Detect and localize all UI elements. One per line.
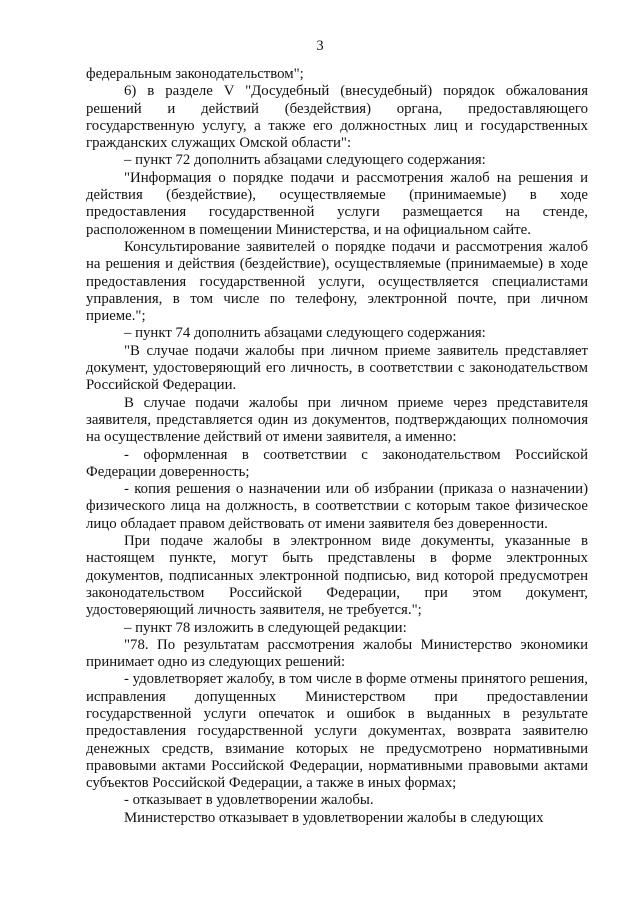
paragraph-point-72: – пункт 72 дополнить абзацами следующего содержания: <box>124 152 486 169</box>
document-body <box>86 66 588 827</box>
paragraph-federal-law: федеральным законодательством"; <box>86 66 304 82</box>
list-item-appointment-decision: - копия решения о назначении или об избрании (приказа о назначении) физического лица на должность, в соответствии с которым такое физическое лицо обладает правом действовать от имени заявителя без доверенности. <box>86 481 588 532</box>
paragraph-complaint-info: "Информация о порядке подачи и рассмотрения жалоб на решения и действия (бездействие), осуществляемые (принимаемые) в ходе предоставления государственной услуги размещается на стенде, расположенном в помещении Министерства, и на официальном сайте. <box>86 169 588 238</box>
page-number: 3 <box>316 38 324 54</box>
list-item-satisfies-complaint: - удовлетворяет жалобу, в том числе в форме отмены принятого решения, исправления допущенных Министерством при предоставлении государственной услуги опечаток и ошибок в выданных в результате предоставления государственной услуги документах, возврата заявителю денежных средств, взимание которых не предусмотрено нормативными правовыми актами Российской Федерации, нормативными правовыми актами субъектов Российской Федерации, а также в иных формах; <box>86 671 588 792</box>
list-item-refuses-complaint: - отказывает в удовлетворении жалобы. <box>124 792 374 809</box>
paragraph-point-78-text: "78. По результатам рассмотрения жалобы Министерство экономики принимает одно из следующих решений: <box>86 636 588 671</box>
paragraph-ministry-refuses: Министерство отказывает в удовлетворении жалобы в следующих <box>124 809 544 826</box>
paragraph-consulting: Консультирование заявителей о порядке подачи и рассмотрения жалоб на решения и действия (бездействие), осуществляемые (принимаемые) в ходе предоставления государственной услуги, осуществляется специалистами управления, в том числе по телефону, электронной почте, при личном приеме."; <box>86 238 588 325</box>
paragraph-point-78: – пункт 78 изложить в следующей редакции: <box>124 619 407 636</box>
paragraph-point-74: – пункт 74 дополнить абзацами следующего содержания: <box>124 325 486 342</box>
paragraph-section-v: 6) в разделе V "Досудебный (внесудебный) порядок обжалования решений и действий (бездействия) органа, предоставляющего государственную услугу, а также его должностных лиц и государственных гражданских служащих Омской области": <box>86 83 588 152</box>
paragraph-electronic-submission: При подаче жалобы в электронном виде документы, указанные в настоящем пункте, могут быть представлены в форме электронных документов, подписанных электронной подписью, вид которой предусмотрен законодательством Российской Федерации, при этом документ, удостоверяющий личность заявителя, не требуется."; <box>86 533 588 619</box>
paragraph-representative: В случае подачи жалобы при личном приеме через представителя заявителя, представляется один из документов, подтверждающих полномочия на осуществление действий от имени заявителя, а именно: <box>86 394 588 446</box>
paragraph-personal-reception: "В случае подачи жалобы при личном приеме заявитель представляет документ, удостоверяющий его личность, в соответствии с законодательством Российской Федерации. <box>86 342 588 394</box>
list-item-power-of-attorney: - оформленная в соответствии с законодательством Российской Федерации доверенность; <box>86 446 588 480</box>
